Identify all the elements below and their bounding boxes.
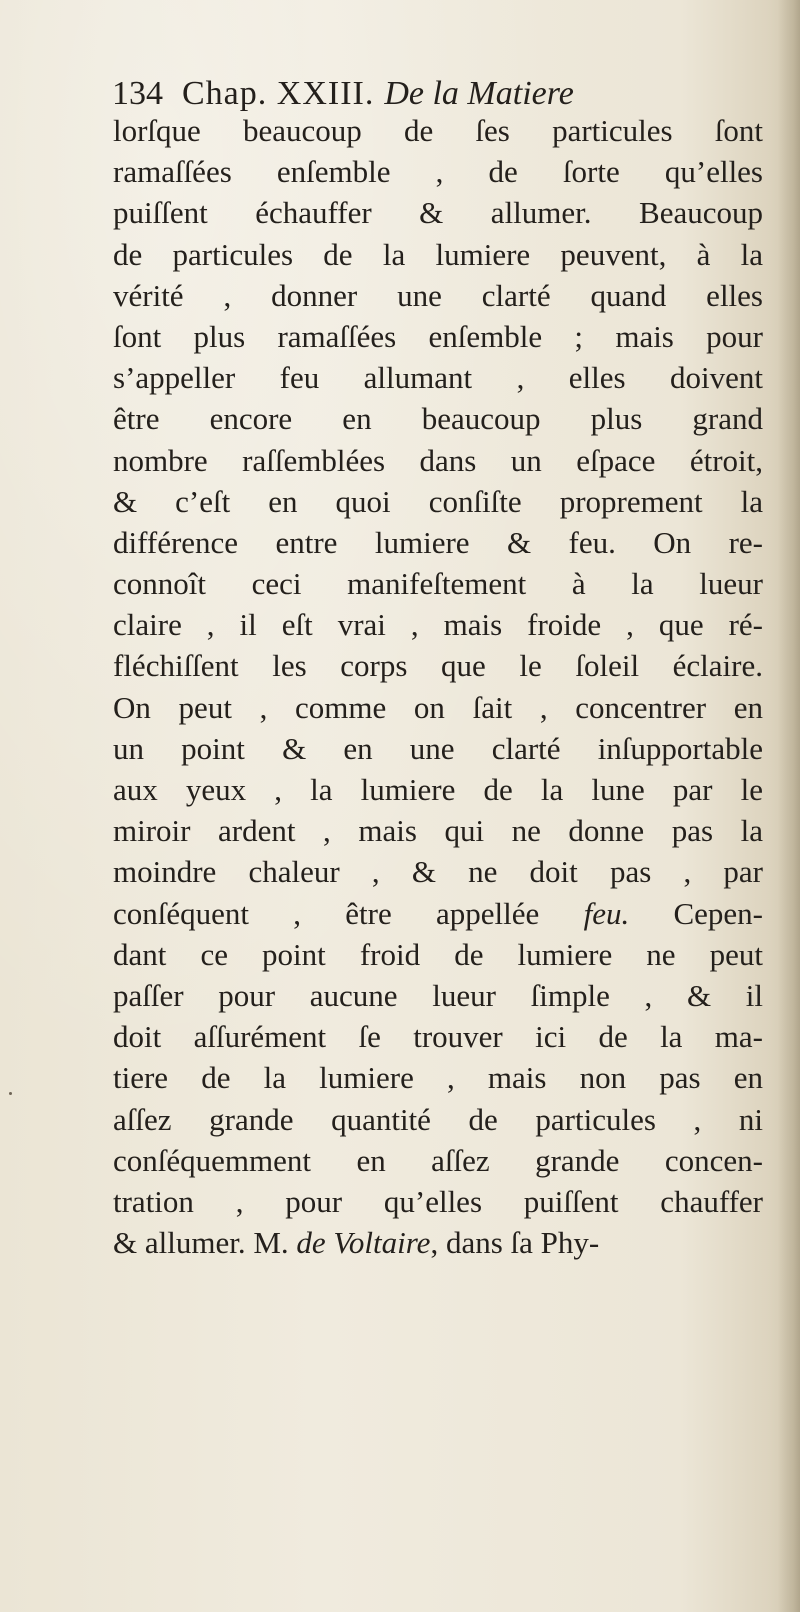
chapter-subject: De la Matiere <box>384 75 574 112</box>
text-line: puiſſent échauffer & allumer. Beaucoup <box>113 195 763 231</box>
text-line: être encore en beaucoup plus grand <box>113 401 763 437</box>
text-line: de particules de la lumiere peuvent, à la <box>113 236 763 272</box>
text-line <box>113 1222 763 1263</box>
italic-term: feu. <box>583 895 630 931</box>
text-line: connoît ceci manifeſtement à la lueur <box>113 566 763 602</box>
author-name: de Voltaire <box>296 1225 431 1261</box>
text-line: un point & en une clarté inſupportable <box>113 730 763 766</box>
text-line: paſſer pour aucune lueur ſimple , & il <box>113 977 763 1013</box>
text-line: dant ce point froid de lumiere ne peut <box>113 936 763 972</box>
text-line: fléchiſſent les corps que le ſoleil éclaire. <box>113 648 763 684</box>
paper-speck <box>9 1092 12 1095</box>
text-line: ramaſſées enſemble , de ſorte qu’elles <box>113 154 763 190</box>
text-segment: dans ſa Phy- <box>445 1225 600 1261</box>
text-line: aſſez grande quantité de particules , ni <box>113 1101 763 1137</box>
text-line: différence entre lumiere & feu. On re- <box>113 524 763 560</box>
chapter-heading: Chap. XXIII. <box>182 75 375 112</box>
text-line: ſont plus ramaſſées enſemble ; mais pour <box>113 318 763 354</box>
text-line: conſéquemment en aſſez grande concen- <box>113 1142 763 1178</box>
text-segment: & allumer. M. <box>113 1225 289 1261</box>
text-line: nombre raſſemblées dans un eſpace étroit, <box>113 442 763 478</box>
text-line: & c’eſt en quoi conſiſte proprement la <box>113 483 763 519</box>
text-line: vérité , donner une clarté quand elles <box>113 277 763 313</box>
text-line: miroir ardent , mais qui ne donne pas la <box>113 813 763 849</box>
page-edge-shadow <box>778 0 800 1612</box>
text-segment: conſéquent , être appellée <box>113 895 540 931</box>
text-line: s’appeller feu allumant , elles doivent <box>113 360 763 396</box>
text-line: claire , il eſt vrai , mais froide , que ré- <box>113 607 763 643</box>
text-line: moindre chaleur , & ne doit pas , par <box>113 854 763 890</box>
text-line: lorſque beaucoup de ſes particules ſont <box>113 113 763 148</box>
text-line: aux yeux , la lumiere de la lune par le <box>113 772 763 807</box>
text-segment: , <box>430 1225 439 1261</box>
text-segment: Cepen- <box>673 895 763 931</box>
text-line: tiere de la lumiere , mais non pas en <box>113 1060 763 1096</box>
text-line <box>113 893 763 934</box>
text-line: On peut , comme on ſait , concentrer en <box>113 689 763 725</box>
text-line: tration , pour qu’elles puiſſent chauffer <box>113 1183 763 1219</box>
body-text <box>113 110 763 1263</box>
page-number: 134 <box>112 75 163 112</box>
text-line: doit aſſurément ſe trouver ici de la ma- <box>113 1019 763 1055</box>
